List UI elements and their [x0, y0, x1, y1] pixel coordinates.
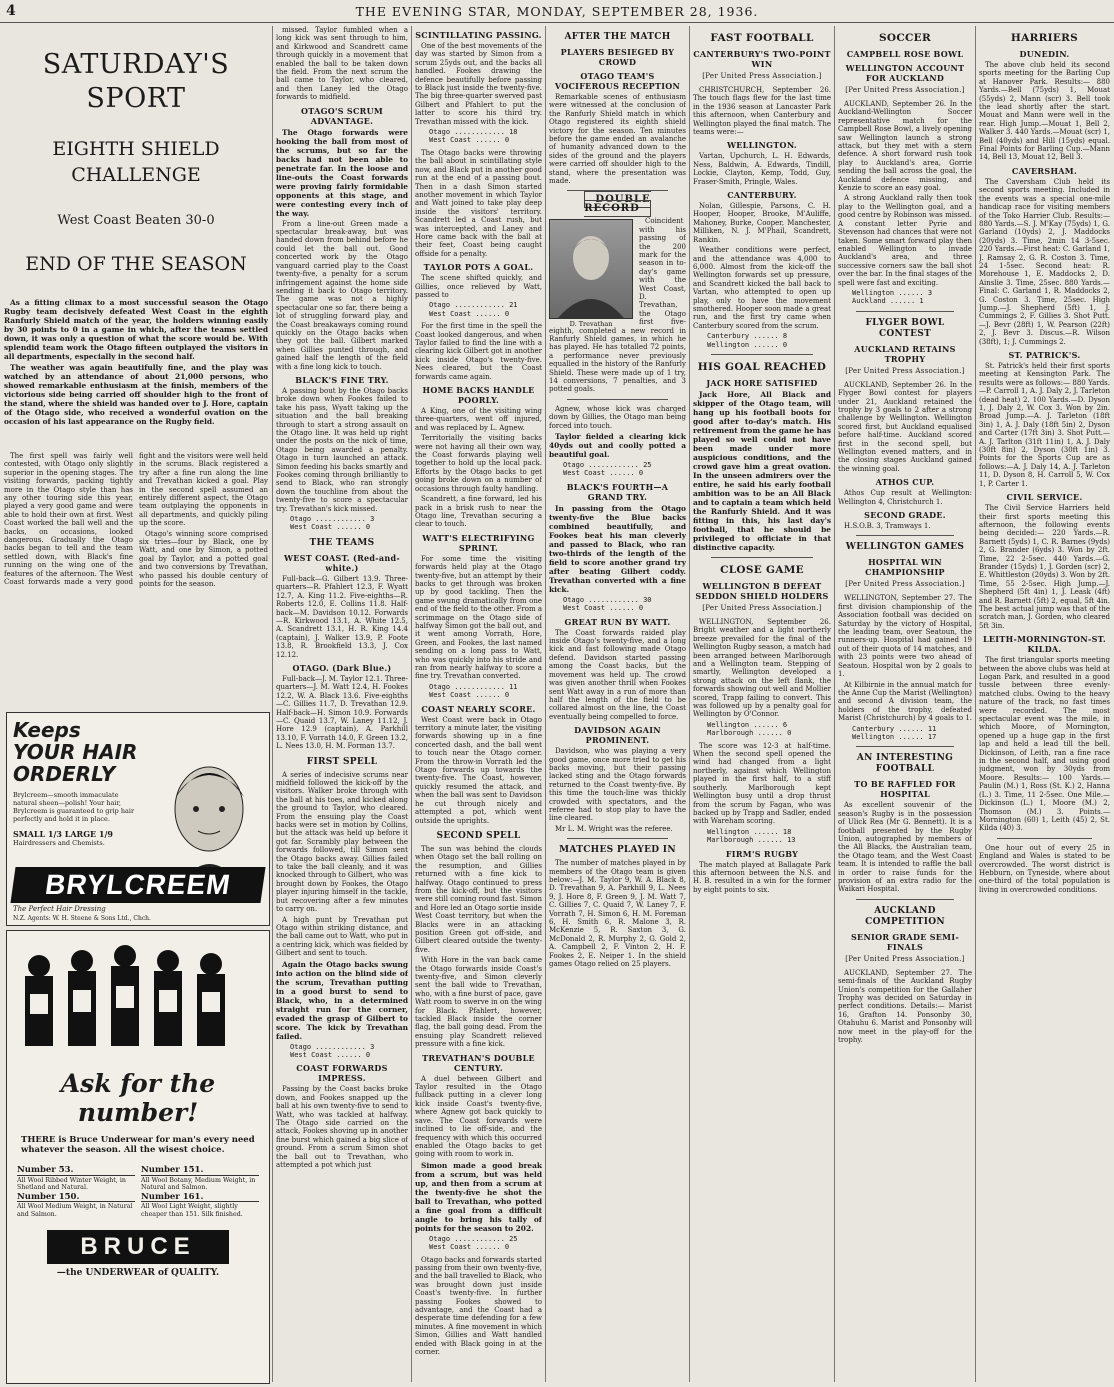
photo-caption: D. Trevathan: [569, 319, 613, 328]
score-line: Canterbury ...... 11 Wellington ...... 17: [852, 724, 937, 741]
article-paragraph: AUCKLAND, September 27. The semi-finals of the Auckland Rugby Union's competition for the Gallaher Trophy was decided on Saturday in perfect conditions. Details:— Marist 16, Grafton 14. Ponsonby 30, Otahuhu 6. Marist and Ponsonby will now meet in the play-off for the trophy.: [838, 968, 972, 1045]
press-credit: [Per United Press Association.]: [702, 72, 822, 80]
score-line: Wellington ...... 3 Auckland ...... 1: [852, 288, 933, 306]
team-name: CANTERBURY.: [727, 190, 797, 201]
table-row: [17, 1167, 135, 1192]
article-paragraph: The Otago forwards were hooking the ball from most of the scrums, but so far the backs had not been able to penetrate far. In the loose and line-outs the Coast forwards were proving fairly formidable opponents at this stage, and were contesting every inch of the way.: [276, 127, 408, 218]
column-rule: [545, 26, 546, 1382]
article-paragraph: The scene shifted quickly, and Gillies, once relieved by Watt, passed to: [415, 274, 542, 299]
headline-matches-played: MATCHES PLAYED IN: [559, 845, 676, 856]
subheading: SECOND SPELL: [436, 830, 521, 841]
item-number: Number 53.: [17, 1167, 135, 1176]
article-paragraph: The first triangular sports meeting between the above clubs was held at Logan Park, and resulted in a good tussle between three evenly-matched clubs. Owing to the heavy nature of the track, no fast times were recorded. The most spectacular event was the mile, in which Moore, of Mornington, opened up a huge gap in the first lap and held a lead till the bell. Dickinson, of Leith, ran a fine race in the second half, and using good judgment, won by 30yds from Moore. Results:— 100 Yards.—Paulin (M.) 1, Ross (St. K.) 2, Hanna (L.) 3. Time, 11 2-5sec. One Mile.—Dickinson (L.) 1, Moore (M.) 2, Thomson (M.) 3. Points.—Mornington (60) 1, Leith (45) 2, St. Kilda (40) 3.: [979, 656, 1110, 833]
item-number: Number 161.: [141, 1194, 259, 1203]
article-paragraph: For the first time in the spell the Coast looked dangerous, and when Taylor failed to find the line with a clearing kick Gilbert got in another kick inside Otago's twenty-five. Nees cleared, but the Coast forwards came again.: [415, 322, 542, 381]
headline: TO BE RAFFLED FOR HOSPITAL: [854, 779, 956, 800]
subheading: SCINTILLATING PASSING.: [415, 30, 542, 40]
double-record-title: DOUBLE RECORD: [584, 191, 651, 216]
subheading: WATT'S ELECTRIFYING SPRINT.: [422, 532, 535, 553]
article-paragraph: Again the Otago backs swung into action on the blind side of the scrum, Trevathan putting in a good burst to send to Black, who, in a determined straight run for the corner, evaded the grasp of Gilbert to score. The kick by Trevathan failed.: [276, 959, 408, 1041]
article-paragraph: AUCKLAND, September 26. In the Auckland-Wellington Soccer representative match for the Campbell Rose Bowl, a lively opening saw Wellington launch a strong attack, but they met with a stern defence. A short forward rush took play to Auckland's area, Gorrie sending the ball across the goal, the Auckland defence missing, and Kenzie to score an easy goal.: [838, 100, 972, 193]
column-rule: [411, 26, 412, 1382]
subheading: BLACK'S FINE TRY.: [295, 374, 389, 385]
score-line: Wellington ...... 6 Marlborough ...... 0: [707, 720, 792, 738]
column-6: [838, 26, 972, 1382]
subheading: CAVERSHAM.: [1011, 165, 1078, 176]
article-paragraph: With Hore in the van back came the Otago forwards inside Coast's twenty-five, and Simon cleverly sent the ball wide to Trevathan, who, with a fine burst of pace, gave Watt room to swerve in on the wing for Black. Pfahlert, however, tackled Black inside the corner flag, the ball going dead. From the ensuing play Scandrett relieved pressure with a fine kick.: [415, 956, 542, 1049]
headline-his-goal-reached: HIS GOAL REACHED: [697, 360, 827, 373]
table-row: [141, 1167, 259, 1192]
article-paragraph: H.S.O.B. 3, Tramways 1.: [844, 522, 931, 531]
article-paragraph: For some time the visiting forwards held play at the Otago twenty-five, but an attempt by their backs to get through was broken up by good tackling. Then the game swung dramatically from one end of the field to the other. From a scrimmage on the Otago side of halfway Simon got the ball out, and it went among Vorrath, Hore, Green, and Fookes, the last named sending on a long pass to Watt, who was quickly into his stride and ran from nearly halfway to score a fine try. Trevathan converted.: [415, 554, 542, 681]
item-number: Number 151.: [141, 1167, 259, 1176]
lead-paragraph: As a fitting climax to a most successful season the Otago Rugby team decisively defeated West Coast in the eighth Ranfurly Shield match of the year, the holders winning easily by 30 points to 0 in a game in which, after the teams settled down, it was only a question of what the score would be. With splendid team work the Otago fifteen outplayed the visitors in all departments, especially in the second half.: [4, 298, 268, 361]
brylcreem-advertisement: [6, 712, 270, 926]
bruce-underwear-advertisement: [6, 930, 270, 1384]
headline: PLAYERS BESIEGED BY CROWD: [560, 47, 675, 67]
article-body: The first spell was fairly well contested, with Otago only slightly superior in the opening stages. The visiting forwards, packing tightly more in the Otago style than has any other touring side this year, played a very good game and were able to hold their own at first. West Coast worked the ball well and the backs, on occasions, looked dangerous. Gradually the Otago backs began to tell and the team settled down, with Black's fine running on the wing one of the features of the afternoon. The West Coast forwards made a very good fight and the visitors were well held in the scrums. Black registered a try after a fine run along the line and Trevathan kicked a goal. Play in the second spell assumed an entirely different aspect, the Otago team outplaying the opponents in all departments, and quickly piling up the score.: [4, 452, 268, 587]
article-paragraph: From a line-out Green made a spectacular break-away, but was handed down from behind before he could let the ball out. Good concerted work by the Otago vanguard carried play to the Coast twenty-five, a penalty for a scrum infringement against the home side sending it back to Otago territory. The game was not a highly spectacular one so far, there being a lot of struggling forward play, and the Coast breakaways coming round quickly on the Otago backs when they got the ball. Gilbert marked when Gillies punted through, and gained half the length of the field with a fine long kick to touch.: [276, 219, 408, 371]
score-line: Otago ............ 3 West Coast ...... 0: [290, 515, 375, 532]
subheading: TAYLOR POTS A GOAL.: [423, 262, 534, 273]
headline: HOSPITAL WIN CHAMPIONSHIP: [865, 557, 945, 578]
subheading: BLACK'S FOURTH—A GRAND TRY.: [566, 481, 669, 502]
column-rule: [689, 26, 690, 1382]
article-paragraph: The Caversham Club held its second sports meeting. Included in the events was a special one-mile handicap race for visiting members of the Toko Harrier Club. Results:— 880 Yards.—S. J. M'Kay (75yds) 1, G. Garland (10yds) 2, J. Maddocks (20yds) 3. Time, 2min 14 3-5sec. 220 Yards.—First heat: C. Garland 1, J. Ramsay 2, G. R. Coston 3. Time, 24 1-5sec. Second heat: R. Morehouse 1, E. Maddocks 2, D. Ainslie 3. Time, 25sec. 880 Yards.—Final: C. Garland 1, R. Maddocks 2, G. Coston 3. Time, 25sec. High Jump.—J. Shepherd (5ft) 1, J. Cummings 2, F. Gillies 3. Shot Putt.—J. Bevr (28ft) 1, W. Pearson (22ft) 2, J. Bevr 3. Discus.—R. Wilson (38ft), 1; J. Cummings 2.: [979, 177, 1110, 346]
brylcreem-copy: Brylcreem—smooth immaculate natural sheen—polish! Your hair, Brylcreem is guaranteed to grip hair perfectly and hold it in place.: [13, 791, 135, 823]
score-line: Otago ............ 21 West Coast ...... 0: [429, 301, 518, 318]
article-paragraph: A series of indecisive scrums near midfield followed the kick-off by the visitors. Walker broke through with the ball at his toes, and kicked along the ground to Taylor, who cleared. From the ensuing play the Coast backs were set in motion by Collins, but the attack was held up before it got far. Scrambly play between the forwards followed, till Simon sent the Otago backs away. Gillies failed to take the ball cleanly, and it was knocked through to Gilbert, who was brought down by Fookes, the Otago player injuring himself in the tackle, but recovering after a few minutes to carry on.: [276, 770, 408, 914]
score-line: Otago ............ 18 West Coast ...... 0: [429, 128, 518, 145]
table-row: [141, 1191, 259, 1219]
bruce-copy: THERE is Bruce Underwear for man's every need whatever the season. All the wisest choice.: [21, 1135, 255, 1155]
masthead: [0, 0, 1114, 23]
article-paragraph: The score was 12-3 at half-time. When the second spell opened the wind had changed from a light northerly, against which Wellington played in the first half, to a stiff southerly. Marlborough kept Wellington busy until a drop thrust from the scrum by Fagan, who was backed up by Trapp and Sadler, ended with Wareham scoring.: [693, 741, 831, 826]
article-paragraph: The above club held its second sports meeting for the Barling Cup at Hanover Park. Results:— 880 Yards.—Bell (75yds) 1, Mouat (55yds) 2, Mann (scr) 3. Bell took the lead shortly after the start. Mouat and Mann were well in the rear. High Jump.—Mouat 1, Bell 2, Walker 3. 440 Yards.—Mouat (scr) 1, Bell (40yds) and Hill (15yds) equal. Final Points for Barling Cup.—Mann 14, Bell 13, Mouat 12, Bell 3.: [979, 61, 1110, 162]
headline-saturdays-sport: SATURDAY'S SPORT: [42, 49, 230, 114]
column-2: [276, 26, 408, 1382]
divider: [856, 535, 954, 536]
table-row: [17, 1191, 135, 1219]
divider: [711, 354, 813, 355]
column-1-body: [4, 452, 268, 710]
brylcreem-tagline: The Perfect Hair Dressing: [13, 905, 106, 913]
men-group-illustration: [7, 931, 269, 1051]
article-paragraph: The Otago backs were throwing the ball about in scintillating style now, and Black put in another good run at the end of a passing bout. Then in a dash Simon started another movement in which Taylor and Watt joined to take play deep inside the visitors' territory. Scandrett led a Coast rush, but was intercepted, and Laney and Hore came back with the ball at their feet, Coast being caught offside for a penalty.: [415, 148, 542, 258]
double-record-heading: [549, 196, 686, 213]
number-table: [7, 1163, 269, 1222]
subheading: ATHOS CUP.: [875, 477, 935, 488]
item-description: All Wool Light Weight, slightly cheaper than 151. Silk finished.: [141, 1203, 243, 1218]
subheading: FIRM'S RUGBY: [725, 848, 799, 859]
subheading: ST. PATRICK'S.: [1008, 350, 1081, 360]
article-paragraph: A passing bout by the Otago backs broke down when Fookes failed to take his pass, Wyatt taking up the situation and the ball breaking through to start a strong assault on the Otago line. It was held up right under the posts on the nick of time, Otago being awarded a penalty. Otago in turn launched an attack. Simon feeding his backs smartly and Fookes coming through brilliantly to send to Black, who ran strongly down the touchline from about the twenty-five to score a spectacular try. Trevathan's kick missed.: [276, 386, 408, 513]
headline-end-of-season: END OF THE SEASON: [25, 253, 247, 275]
headline-wellington-games: WELLINGTON GAMES: [845, 542, 965, 553]
article-body: Otago's winning score comprised six tries—four by Black, one by Watt, and one by Simon, a potted goal by Taylor, and a potted goal and two conversions by Trevathan, who passed his double century of points for the season.: [139, 529, 268, 589]
article-paragraph: At Kilbirnie in the annual match for the Anne Cup the Marist (Wellington) and second A division team, the holders of the trophy, defeated Marist (Christchurch) by 4 goals to 1.: [838, 680, 972, 723]
score-line: Otago ............ 25 West Coast ...... 0: [429, 1234, 518, 1252]
team-name: OTAGO. (Dark Blue.): [292, 662, 392, 673]
divider: [856, 311, 954, 312]
brylcreem-headline: Keeps YOUR HAIR ORDERLY: [13, 718, 138, 786]
subheading: TREVATHAN'S DOUBLE CENTURY.: [422, 1052, 535, 1073]
trevathan-photo: [549, 219, 633, 328]
bruce-tagline: —the UNDERWEAR of QUALITY.: [56, 1268, 220, 1278]
article-paragraph: Otago backs and forwards started passing from their own twenty-five, and the ball travelled to Black, who was brought down just inside Coast's twenty-five. In further passing Fookes showed to advantage, and the Coast had a desperate time defending for a few minutes. A fine movement in which Simon, Gillies and Watt handled ended with Black going in at the corner.: [415, 1255, 542, 1356]
article-paragraph: Taylor fielded a clearing kick 40yds out and coolly potted a beautiful goal.: [549, 432, 686, 460]
article-paragraph: Athos Cup result at Wellington: Wellington 4, Christchurch 1.: [838, 489, 972, 506]
divider: [567, 399, 668, 400]
article-paragraph: Passing by the Coast backs broke down, and Fookes snapped up the ball at his own twenty-five to send to Watt, who was tackled at halfway. The Otago side carried on the attack, Fookes shoving up in another fine burst which gained a big slice of ground. From a scrum Simon shot the ball out to Trevathan, who attempted a pot which just: [276, 1085, 408, 1169]
column-4: [549, 26, 686, 1382]
subheading: COAST NEARLY SCORE.: [421, 703, 536, 714]
team-list: Full-back—J. M. Taylor 12.1. Three-quarters—J. M. Watt 12.4, H. Fookes 12.2, W. A. Black 13.6. Five-eighths—C. Gillies 11.7, D. Trevathan 12.9. Half-back—H. Simon 10.9. Forwards—C. Quaid 13.7, W. Laney 11.12, J. Hore 12.9 (captain), A. Parkhill 13.10, F. Vorrath 14.0, F. Green 13.2, L. Nees 13.0, H. M. Forman 13.7.: [276, 674, 408, 751]
subheading: OTAGO'S SCRUM ADVANTAGE.: [300, 105, 384, 126]
teams-heading: THE TEAMS: [309, 537, 375, 548]
article-paragraph: A strong Auckland rally then took play to the Wellington goal, and a good centre by Robinson was missed. A constant letter Pyrie and Stevenson had chances that were not taken. Some smart forward play then enabled Wellington to invade Auckland's area, and three successive corners saw the ball shot over the bar. In the final stages of the spell were fast and exciting.: [838, 194, 972, 287]
article-paragraph: One of the best movements of the day was started by Simon from a scrum 25yds out, and the backs all handled. Fookes drawing the defence beautifully before passing to Black just inside the twenty-five. The big three-quarter swerved past Gilbert and Pfahlert to put the latter to score his third try. Trevathan missed with the kick.: [415, 42, 542, 126]
article-paragraph: Jack Hore, All Black and skipper of the Otago team, will hang up his football boots for good after to-day's match. His retirement from the game he has played so well could not have been made under more auspicious conditions, and the crowd gave him a great ovation. In the unseen admirers over the entire, he said his early football ambition was to be an All Black and to captain a team which held the Ranfurly Shield. And it was fitting in this, his last day's football, that he should be privileged to officiate in that distinctive capacity.: [693, 389, 831, 552]
article-paragraph: Mr L. M. Wright was the referee.: [555, 824, 673, 833]
subheading: DUNEDIN.: [1019, 49, 1070, 59]
newspaper-title: THE EVENING STAR, MONDAY, SEPTEMBER 28, 1936.: [355, 4, 759, 19]
team-name: WEST COAST. (Red-and-white.): [283, 552, 401, 573]
divider: [997, 838, 1092, 839]
team-list: Vartan, Upchurch, L. H. Edwards, Ness, Baldwin, A. Edwards, Tindill, Lockie, Clayton, Kemp, Todd, Guy, Fraser-Smith, Pringle, Wales.: [693, 152, 831, 186]
headline: WELLINGTON ACCOUNT FOR AUCKLAND: [845, 63, 965, 83]
press-credit: [Per United Press Association.]: [845, 580, 965, 589]
press-credit: [Per United Press Association.]: [845, 366, 965, 375]
item-description: All Wool Medium Weight, in Natural and Salmon.: [17, 1203, 133, 1218]
headline-soccer: SOCCER: [879, 32, 931, 44]
score-line: Otago ............ 3 West Coast ...... 0: [290, 1042, 375, 1059]
article-paragraph: The number of matches played in by members of the Otago team is given below:—J. M. Taylor 9, W. A. Black 8, D. Trevathan 9, A. Parkhill 9, L. Nees 9, J. Hore 8, F. Green 9, J. M. Watt 7, C. Gillies 7, C. Quaid 7, W. Laney 7, F. Vorrath 7, H. Simon 6, H. M. Foreman 6, H. Smith 6, R. Malone 3, R. McKenzie 5, R. Saxton 3, G. McDonald 2, R. Murphy 2, G. Gold 2, A. Campbell 2, F. Vinton 2, H. F. Fookes 2, E. Neiper 1. In the shield games Otago relied on 25 players.: [549, 859, 686, 969]
headline-after-the-match: AFTER THE MATCH: [564, 32, 671, 42]
score-line: Otago ............ 25 West Coast ...... 0: [563, 461, 652, 478]
headline: SENIOR GRADE SEMI-FINALS: [850, 931, 960, 952]
article-paragraph: The match played at Ballagate Park this afternoon between the N.S. and H. B. resulted in a win for the former by eight points to six.: [693, 860, 831, 894]
headline: OTAGO TEAM'S VOCIFEROUS RECEPTION: [554, 71, 681, 91]
column-rule: [975, 26, 976, 1382]
column-3: [415, 26, 542, 1382]
press-credit: [Per United Press Association.]: [702, 603, 822, 612]
press-credit: [Per United Press Association.]: [845, 86, 965, 94]
team-list: Nolan, Gillespie, Parsons, C. H. Hooper, Hooper, Brooke, M'Auliffe, Mahoney, Burke, Cooper, Manchester, Milliken, N. J. M'Phail, Scandrett, Rankin.: [693, 202, 831, 244]
headline-fast-football: FAST FOOTBALL: [710, 32, 814, 44]
press-credit: [Per United Press Association.]: [845, 954, 965, 963]
article-paragraph: AUCKLAND, September 26. In the Flyger Bowl contest for players under 21, Auckland retained the trophy by 3 goals to 2 after a strong challenge by Wellington. Wellington scored first, but Auckland equalised before half-time. Auckland scored first in the second spell, but Wellington evened matters, and in the closing stages Auckland gained the winning goal.: [838, 380, 972, 473]
article-paragraph: Simon made a good break from a scrum, but was held up, and then from a scrum at the twenty-five he shot the ball to Trevathan, who potted a fine goal from a difficult angle to bring his tally of points for the season to 202.: [415, 1160, 542, 1233]
article-paragraph: WELLINGTON, September 26. Bright weather and a light northerly breeze prevailed for the final of the Wellington Rugby season, a match had been arranged between Marlborough and a Wellington team. Stepping of smartly, Wellington developed a strong attack on the left flank, the forwards showing out well and Mollier scored, Trapp failing to convert. This was followed up by a penalty goal for Wellington by O'Connor.: [693, 617, 831, 719]
item-description: All Wool Botany, Medium Weight, in Natural and Salmon.: [141, 1176, 256, 1191]
article-paragraph: St. Patrick's held their first sports meeting at Kensington Park. The results were as follows:— 880 Yards.—P. Carroll 1, A. J. Daly 2, J. Tarleton (dead heat) 2. 100 Yards.—D. Dyson 1, J. Daly 2, W. Cox 3. Won by 2in. Broad Jump.—A. J. Tarleton (18ft 3in) 1, A. J. Daly (18ft 5in) 2, Dyson and Carter (17ft 3in) 3. Shot Putt.—A. J. Tarlton (31ft 11in) 1, A. J. Daly (30ft 8in) 2, Dyson (30ft 1in) 3. Points for the Sports Cup are as follows:—A. J. Daly 14, A. J. Tarleton 11, D. Dyson 8, H. Carroll 5, W. Cox 1, P. Carter 1.: [979, 362, 1110, 488]
article-paragraph: The Coast forwards raided play inside Otago's twenty-five, and a long kick and fast following made Otago defend. Davidson started passing among the Coast backs, but the movement was held up. The crowd was given another thrill when Fookes sent Watt away in a run of more than half the length of the field to be collared almost on the line, the Coast eventually being compelled to force.: [549, 628, 686, 721]
subheading: DAVIDSON AGAIN PROMINENT.: [574, 725, 661, 746]
subheading: LEITH-MORNINGTON-ST. KILDA.: [982, 634, 1106, 655]
ask-for-the-number-headline: Ask for the number!: [60, 1069, 216, 1127]
lead-paragraph: The weather was again beautifully fine, and the play was watched by an attendance of about 21,000 persons, who showed remarkable enthusiasm at the finish, members of the victorious side being carried off shoulder high to the front of the stand, where the shield was handed over to J. Hore, captain of the Otago side, who received a wonderful ovation on the occasion of his last appearance on the Rugby field.: [4, 363, 268, 426]
headline: WELLINGTON B DEFEAT SEDDON SHIELD HOLDERS: [695, 580, 829, 601]
article-paragraph: A high punt by Trevathan put Otago within striking distance, and the ball came out to Watt, who put in a centring kick, which was fielded by Gilbert and sent to touch.: [276, 915, 408, 958]
article-paragraph: Scandrett, a fine forward, led his pack in a brisk rush to near the Otago line, Trevathan securing a clear to touch.: [415, 495, 542, 529]
article-paragraph: As excellent souvenir of the season's Rugby is in the possession of Ulick Rea (Mr G. Bennett). It is a football presented by the Rugby Union, autographed by members of the All Blacks, the Australian team, the Otago team, and the West Coast team. It is intended to raffle the ball in order to raise funds for the provision of an extra radio for the Waikari Hospital.: [838, 801, 972, 894]
article-paragraph: Territorially the visiting backs were not having all their own way, the Coast forwards playing well together to hold up the local pack. Efforts by the Otago backs to get going broke down on a number of occasions through faulty handling.: [415, 434, 542, 493]
article-paragraph: Weather conditions were perfect, and the attendance was 4,000 to 6,000. Almost from the kick-off the Wellington forwards set up pressure, and Scandrett kicked the ball back to Vartan, who attempted to open up play, only to have the movement smothered. Hooper soon made a great run, and the first try came when Canterbury scored from the scrum.: [693, 246, 831, 330]
divider: [711, 557, 813, 558]
column-5: [693, 26, 831, 1382]
subheading: SECOND GRADE.: [864, 510, 946, 521]
bruce-brand-logo: BRUCE: [47, 1230, 229, 1264]
column-1: [4, 26, 268, 426]
team-name: WELLINGTON.: [726, 140, 798, 151]
headline-interesting-football: AN INTERESTING FOOTBALL: [856, 753, 954, 775]
brylcreem-sizes: SMALL 1/3 LARGE 1/9: [13, 829, 113, 839]
team-list: Full-back—G. Gilbert 13.9. Three-quarters—R. Pfahlert 12.3, F. Wyatt 12.7, A. King 11.2. Five-eighths—R. Roberts 12.0, E. Collins 11.8. Half-back—M. Davidson 10.12. Forwards—R. Kirkwood 13.1, A. White 12.5, A. Scandrett 13.1, H. R. King 14.4 (captain), J. Walker 13.9, P. Foote 13.8, R. Brookfield 13.3, J. Cox 12.12.: [276, 574, 408, 659]
subheading: CIVIL SERVICE.: [1006, 492, 1083, 503]
headline: CANTERBURY'S TWO-POINT WIN: [693, 49, 831, 69]
score-line: Canterbury ...... 8 Wellington ...... 0: [707, 332, 788, 349]
brylcreem-brand-logo: BRYLCREEM: [10, 867, 265, 903]
brylcreem-agent: N.Z. Agents: W. H. Steene & Sons Ltd., Chch.: [13, 915, 151, 922]
article-paragraph: A duel between Gilbert and Taylor resulted in the Otago fullback putting in a clever long kick inside Coast's twenty-five, where Agnew got back quickly to save. The Coast forwards were inclined to lie off-side, and the frequency with which this occurred enabled the Otago backs to get going with room to work in.: [415, 1074, 542, 1159]
article-paragraph: missed. Taylor fumbled when a long kick was sent through to him, and Kirkwood and Scandrett came through quickly in a movement that enabled the ball to be taken down the field. From the next scrum the ball came to Taylor, who cleared, and then Laney led the Otago forwards to midfield.: [276, 26, 408, 102]
article-paragraph: Remarkable scenes of enthusiasm were witnessed at the conclusion of the Ranfurly Shield match in which Otago registered its eighth shield victory for the season. Ten minutes before the game ended an avalanche of humanity advanced down to the sides of the ground and the players were carried off shoulder high to the stand, where the presentation was made.: [549, 93, 686, 186]
score-line: Wellington ...... 18 Marlborough ...... 13: [707, 827, 796, 845]
article-paragraph: In passing from the Otago twenty-five the Blue backs combined beautifully, and Fookes beat his man cleverly and passed to Black, who ran two-thirds of the length of the field to score another grand try after beating Gilbert coddy. Trevathan converted with a fine kick.: [549, 503, 686, 594]
subheading: HOME BACKS HANDLE POORLY.: [422, 385, 535, 406]
item-description: All Wool Ribbed Winter Weight, in Shetland and Natural.: [17, 1176, 126, 1191]
column-7: [979, 26, 1110, 1382]
headline-shield-challenge: EIGHTH SHIELD CHALLENGE: [52, 138, 220, 186]
subheading: FIRST SPELL: [306, 756, 378, 767]
headline-harriers: HARRIERS: [1010, 32, 1079, 44]
divider: [567, 838, 668, 839]
headline-west-coast-beaten: West Coast Beaten 30-0: [57, 213, 215, 228]
article-paragraph: Coincident with his passing of the 200 mark for the season in to-day's game with the West Coast, D. Trevathan, the Otago first five-eighth, completed a new record in Ranfurly Shield games, in which he has played. He has totalled 72 points, a performance never previously equalled in the history of the Ranfurly Shield. These were made up of 1 try, 14 conversions, 7 penalties, and 3 potted goals.: [549, 217, 686, 394]
headline-auckland-competition: AUCKLAND COMPETITION: [865, 905, 945, 927]
subheading: GREAT RUN BY WATT.: [564, 616, 671, 627]
brylcreem-stockists: Hairdressers and Chemists.: [13, 839, 105, 847]
column-rule: [272, 26, 273, 1382]
headline-flyger-bowl: FLYGER BOWL CONTEST: [865, 317, 945, 339]
divider: [856, 746, 954, 747]
article-paragraph: Agnew, whose kick was charged down by Gillies, the Otago man being forced into touch.: [549, 404, 686, 430]
column-rule: [834, 26, 835, 1382]
headline-close-game: CLOSE GAME: [720, 563, 804, 576]
headline: AUCKLAND RETAINS TROPHY: [854, 343, 956, 364]
score-line: Otago ............ 11 West Coast ...... 0: [429, 682, 518, 700]
article-paragraph: One hour out of every 25 in England and Wales is stated to be overcrowded. The worst district is Hebburn, on Tyneside, where about one-third of the total population is living in overcrowded conditions.: [979, 843, 1110, 894]
headline: JACK HORE SATISFIED: [706, 377, 818, 388]
divider: [856, 899, 954, 900]
article-paragraph: A King, one of the visiting wing three-quarters, went off injured, and was replaced by L. Agnew.: [415, 407, 542, 432]
score-line: Otago ............ 30 West Coast ...... 0: [563, 595, 652, 613]
article-paragraph: WELLINGTON, September 27. The first division championship of the Association football was decided on Saturday by the victory of Hospital, the leading team, over Seatoun, the runners-up. Hospital had gained 19 out of their quota of 14 matches, and with 23 points were two ahead of Seatoun. Hospital won by 2 goals to 1.: [838, 594, 972, 679]
article-paragraph: Davidson, who was playing a very good game, once more tried to get his backs moving, but their passing lacked sting and the Otago forwards returned to the Coast twenty-five. By this time the touch-line was thickly crowded with spectators, and the referee had to stop play to have the line cleared.: [549, 747, 686, 823]
subheading: COAST FORWARDS IMPRESS.: [296, 1063, 388, 1084]
headline: CAMPBELL ROSE BOWL: [846, 49, 964, 59]
article-paragraph: The Civil Service Harriers held their first sports meeting this afternoon, the following events being decided:— 220 Yards.—R. Barnett (5yds) 1, C. R. Barnes (9yds) 2, G. Brander (6yds) 3. Won by 2ft. Time, 22 2-5sec. 440 Yards.—G. Brander (15yds) 1, J. Gorden (scr) 2, E. Whittleston (20yds) 3. Won by 2ft. Time, 55 2-5sec. High Jump.—J. Shepherd (5ft 4in) 1, J. Leask (4ft) and R. Barnett (5ft) 2, equal, 5ft 4in. The best actual jump was that of the scratch man, J. Gorden, who cleared 5ft 3in.: [979, 504, 1110, 630]
article-paragraph: West Coast were back in Otago territory a minute later, the visiting forwards showing up in a fine concerted dash, and the ball went to touch near the Otago corner. From the throw-in Vorrath led the Otago forwards up towards the twenty-five. The Coast, however, quickly resumed the attack, and when the ball was sent to Davidson he cut through nicely and attempted a pot, which went outside the uprights.: [415, 715, 542, 825]
article-paragraph: CHRISTCHURCH, September 26. The touch flags flew for the last time in the 1936 season at Lancaster Park this afternoon, when Canterbury and Wellington played the final match. The teams were:—: [693, 86, 831, 137]
page-number: 4: [6, 3, 16, 19]
article-paragraph: The sun was behind the clouds when Otago set the ball rolling on the resumption, and Gillies returned with a fine kick to halfway. Otago continued to press from the kick-off, but the visitors were still coming round fast. Simon and Hore led an Otago sortie inside West Coast territory, but when the Blacks were in an attacking position Green got off-side, and Gilbert cleared outside the twenty-five.: [415, 844, 542, 954]
item-number: Number 150.: [17, 1194, 135, 1203]
